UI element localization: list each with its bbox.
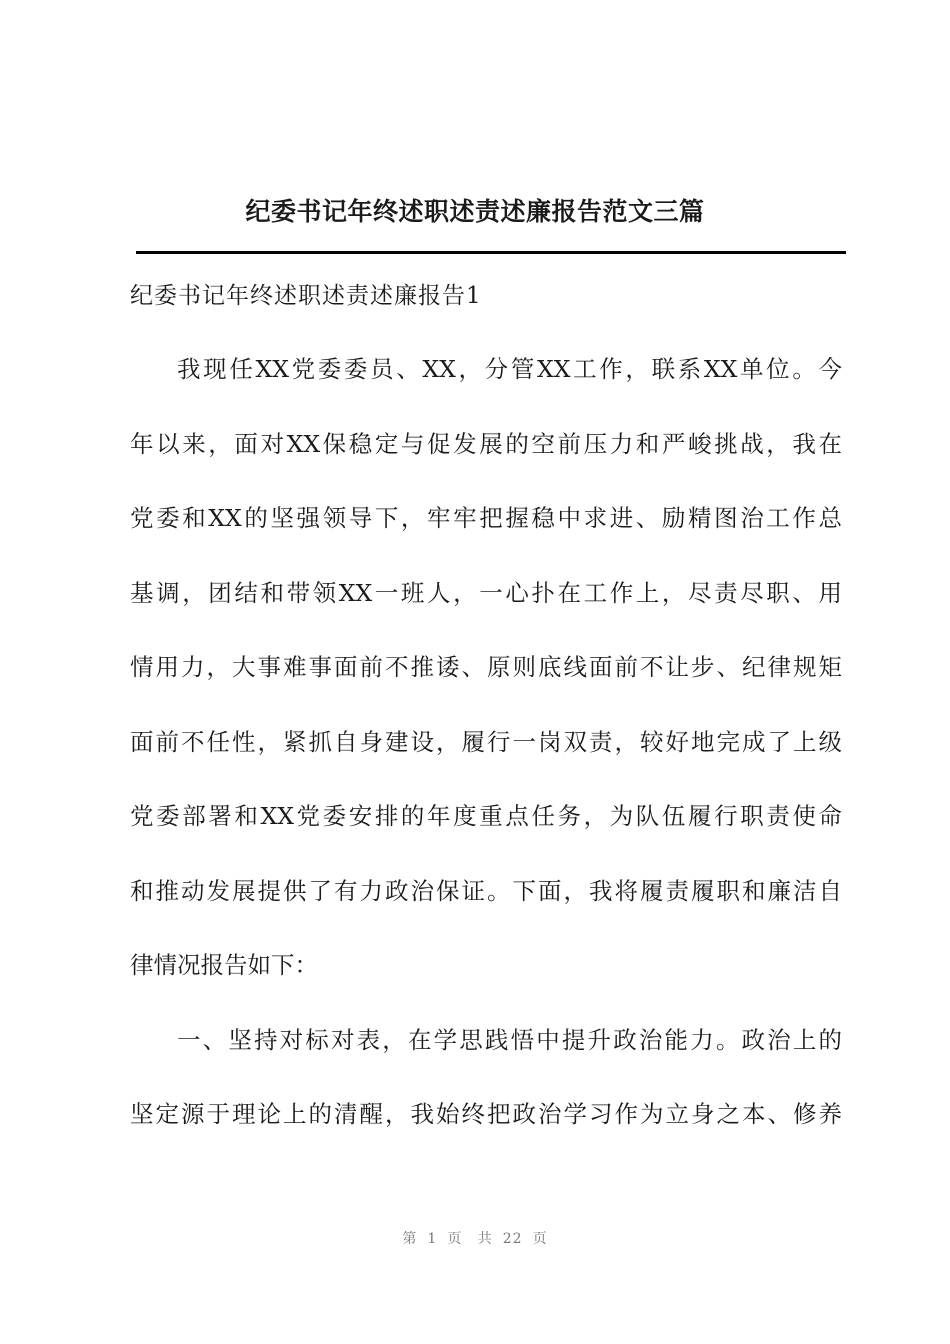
page-number: 1 — [427, 1231, 438, 1247]
page-label-suffix: 页 — [532, 1231, 548, 1247]
section-heading: 纪委书记年终述职述责述廉报告1 — [130, 283, 482, 309]
paragraph-line: 坚定源于理论上的清醒，我始终把政治学习作为立身之本、修养 — [130, 1100, 842, 1128]
page-footer — [0, 1229, 950, 1249]
paragraph-line: 情用力，大事难事面前不推诿、原则底线面前不让步、纪律规矩 — [130, 653, 842, 681]
paragraph-line: 律情况报告如下： — [130, 951, 318, 979]
paragraph-line: 年以来，面对XX保稳定与促发展的空前压力和严峻挑战，我在 — [130, 429, 842, 458]
paragraph-line: 党委和XX的坚强领导下，牢牢把握稳中求进、励精图治工作总 — [130, 504, 842, 532]
document-title: 纪委书记年终述职述责述廉报告范文三篇 — [245, 197, 705, 226]
page-label-middle: 页 共 — [447, 1231, 493, 1247]
page-label-prefix: 第 — [402, 1231, 418, 1247]
body-text — [130, 350, 842, 1170]
paragraph-line: 面前不任性，紧抓自身建设，履行一岗双责，较好地完成了上级 — [130, 727, 842, 756]
paragraph-line: 我现任XX党委委员、XX，分管XX工作，联系XX单位。今 — [177, 355, 842, 383]
paragraph-line: 党委部署和XX党委安排的年度重点任务，为队伍履行职责使命 — [130, 802, 842, 830]
page-total: 22 — [502, 1231, 523, 1247]
title-divider — [136, 251, 846, 254]
paragraph-line: 基调，团结和带领XX一班人，一心扑在工作上，尽责尽职、用 — [130, 578, 842, 607]
paragraph-line: 一、坚持对标对表，在学思践悟中提升政治能力。政治上的 — [177, 1025, 842, 1054]
paragraph-line: 和推动发展提供了有力政治保证。下面，我将履责履职和廉洁自 — [130, 876, 842, 905]
